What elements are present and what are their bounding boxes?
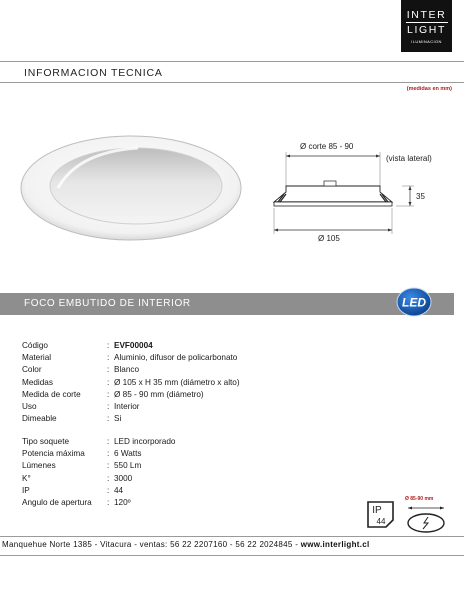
- spec-label: Material: [22, 353, 52, 363]
- spec-separator: :: [107, 377, 110, 387]
- spec-row: [22, 340, 240, 352]
- measure-note: (medidas en mm): [406, 86, 452, 92]
- product-title: FOCO EMBUTIDO DE INTERIOR: [24, 298, 191, 309]
- spec-separator: :: [107, 414, 110, 424]
- spec-separator: :: [107, 402, 110, 412]
- spec-row: [22, 497, 175, 509]
- footer-address: Manquehue Norte 1385 - Vitacura - ventas: 56 22 2207160 - 56 22 2024845 -: [2, 540, 299, 549]
- spec-row: [22, 352, 240, 364]
- diameter-label: Ø 105: [318, 234, 340, 243]
- brand-divider: [406, 22, 448, 23]
- cut-diameter-label: Ø corte 85 - 90: [300, 142, 354, 151]
- spec-row: [22, 389, 240, 401]
- spec-separator: :: [107, 353, 110, 363]
- cut-out-icon: [404, 504, 448, 534]
- ip-icon-bottom: 44: [376, 517, 386, 526]
- spec-label: Uso: [22, 402, 37, 412]
- section-title: INFORMACION TECNICA: [24, 67, 163, 79]
- spec-separator: :: [107, 461, 110, 471]
- product-banner: [0, 293, 454, 315]
- spec-value: Ø 85 - 90 mm (diámetro): [114, 389, 204, 399]
- spec-value: 6 Watts: [114, 449, 142, 459]
- spec-value: Aluminio, difusor de policarbonato: [114, 353, 238, 363]
- spec-label: K°: [22, 473, 31, 483]
- spec-value: EVF00004: [114, 341, 153, 350]
- spec-row: [22, 377, 240, 389]
- brand-line2: LIGHT: [407, 23, 446, 36]
- spec-value: LED incorporado: [114, 437, 176, 446]
- spec-value: Ø 105 x H 35 mm (diámetro x alto): [114, 377, 240, 387]
- spec-label: Código: [22, 341, 48, 350]
- spec-value: 120º: [114, 498, 131, 508]
- spec-separator: :: [107, 473, 110, 483]
- spec-separator: :: [107, 341, 110, 350]
- led-badge-text: LED: [402, 295, 426, 310]
- spec-label: Color: [22, 365, 42, 375]
- spec-value: Si: [114, 414, 122, 424]
- spec-separator: :: [107, 449, 110, 459]
- spec-value: Blanco: [114, 365, 140, 375]
- footer: [0, 536, 464, 556]
- led-badge-icon: [396, 287, 432, 317]
- footer-divider-top: [0, 536, 464, 537]
- ip-icon-top: IP: [372, 505, 382, 516]
- section-divider: [0, 82, 464, 83]
- spec-row: [22, 485, 175, 497]
- spec-value: 44: [114, 485, 124, 495]
- spec-row: [22, 413, 240, 425]
- brand-tagline: ILUMINACION: [411, 38, 442, 44]
- footer-divider-bottom: [0, 555, 464, 556]
- spec-separator: :: [107, 485, 110, 495]
- spec-row: [22, 436, 175, 448]
- spec-separator: :: [107, 498, 110, 508]
- spec-label: Potencia máxima: [22, 449, 85, 459]
- brand-logo: [401, 0, 452, 52]
- spec-separator: :: [107, 437, 110, 446]
- spec-row: [22, 448, 175, 460]
- height-label: 35: [416, 192, 425, 201]
- product-image: [18, 132, 246, 244]
- spec-row: [22, 460, 175, 472]
- spec-label: Lúmenes: [22, 461, 56, 471]
- footer-website-link[interactable]: www.interlight.cl: [300, 540, 370, 549]
- spec-value: 3000: [114, 473, 133, 483]
- spec-row: [22, 473, 175, 485]
- spec-label: Medida de corte: [22, 389, 81, 399]
- spec-row: [22, 401, 240, 413]
- spec-label: Medidas: [22, 377, 53, 387]
- spec-separator: :: [107, 365, 110, 375]
- spec-value: 550 Lm: [114, 461, 142, 471]
- spec-label: IP: [22, 485, 30, 495]
- brand-line1: INTER: [406, 8, 447, 21]
- specs-group-main: [22, 340, 240, 425]
- spec-row: [22, 364, 240, 376]
- side-view-label: (vista lateral): [386, 154, 432, 163]
- spec-label: Tipo soquete: [22, 437, 70, 446]
- specs-group-electrical: [22, 436, 175, 509]
- top-divider: [0, 61, 464, 62]
- footer-contact: [2, 540, 370, 549]
- ip-rating-icon: [366, 500, 395, 529]
- cut-size-label: Ø 85-90 mm: [405, 496, 434, 502]
- spec-label: Angulo de apertura: [22, 498, 92, 508]
- spec-label: Dimeable: [22, 414, 57, 424]
- spec-separator: :: [107, 389, 110, 399]
- spec-value: Interior: [114, 402, 140, 412]
